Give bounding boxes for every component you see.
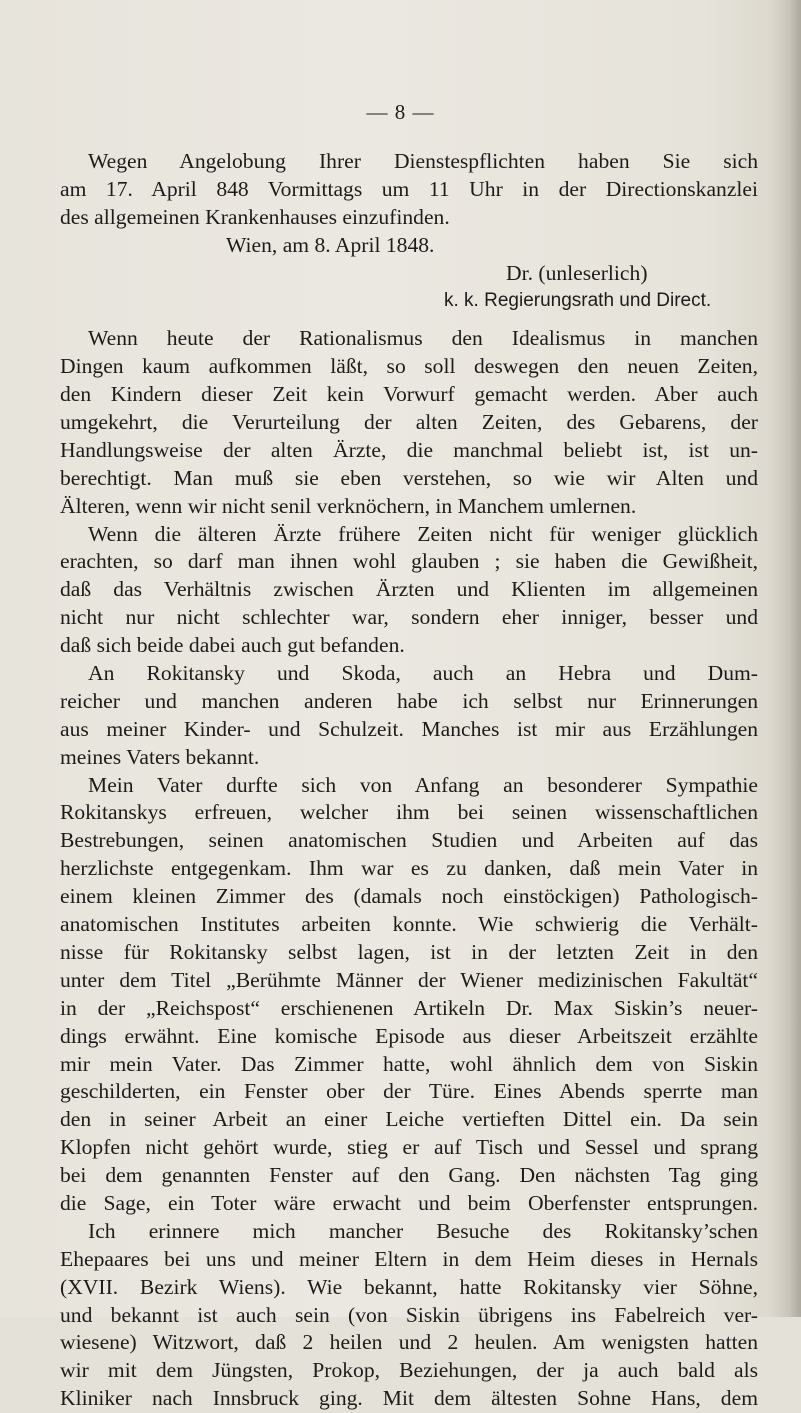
body-line: Älteren, wenn wir nicht senil verknöchern, in Manchem umlernen.: [60, 493, 637, 518]
body-line: Klopfen nicht gehört wurde, stieg er auf Tisch und Sessel und sprang: [60, 1135, 758, 1160]
body-line: Bestrebungen, seinen anatomischen Studien und Arbeiten auf das: [60, 828, 758, 853]
body-line: dings erwähnt. Eine komische Episode aus dieser Arbeitszeit erzählte: [60, 1023, 758, 1048]
letter-line-1: Wegen Angelobung Ihrer Dienstespflichten haben Sie sich: [88, 149, 758, 173]
body-line: Mein Vater durfte sich von Anfang an besonderer Sympathie: [88, 772, 758, 797]
letter-line-2: am 17. April 848 Vormittags um 11 Uhr in der Directionskanzlei: [60, 176, 758, 201]
body-line: den in seiner Arbeit an einer Leiche vertieften Dittel ein. Da sein: [60, 1107, 758, 1132]
body-line: Dingen kaum aufkommen läßt, so soll deswegen den neuen Zeiten,: [60, 354, 758, 379]
paragraph-gap: [60, 315, 758, 325]
body-line: reicher und manchen anderen habe ich selbst nur Erinnerungen: [60, 688, 758, 713]
letter-date: Wien, am 8. April 1848.: [226, 232, 435, 257]
letter-signature: Dr. (unleserlich): [506, 260, 648, 285]
body-line: anatomischen Institutes arbeiten konnte. Wie schwierig die Verhält-: [60, 912, 758, 937]
body-line: den Kindern dieser Zeit kein Vorwurf gemacht werden. Aber auch: [60, 382, 758, 407]
page-edge-shadow: [771, 0, 801, 1317]
body-line: nicht nur nicht schlechter war, sondern eher inniger, besser und: [60, 605, 758, 630]
page-number: — 8 —: [366, 100, 435, 124]
body-line: Ehepaares bei uns und meiner Eltern in dem Heim dieses in Hernals: [60, 1246, 758, 1271]
body-line: Kliniker nach Innsbruck ging. Mit dem ältesten Sohne Hans, dem: [60, 1386, 758, 1411]
body-line: An Rokitansky und Skoda, auch an Hebra und Dum-: [88, 661, 758, 686]
body-line: einem kleinen Zimmer des (damals noch einstöckigen) Pathologisch-: [60, 884, 758, 909]
body-line: und bekannt ist auch sein (von Siskin übrigens ins Fabelreich ver-: [60, 1302, 758, 1327]
body-line: berechtigt. Man muß sie eben verstehen, so wie wir Alten und: [60, 465, 758, 490]
text-block: [60, 148, 758, 1413]
body-line: erachten, so darf man ihnen wohl glauben ; sie haben die Gewißheit,: [60, 549, 758, 574]
body-line: Rokitanskys erfreuen, welcher ihm bei seinen wissenschaftlichen: [60, 800, 758, 825]
body-line: (XVII. Bezirk Wiens). Wie bekannt, hatte Rokitansky vier Söhne,: [60, 1274, 758, 1299]
letter-signatory-title: k. k. Regierungsrath und Direct.: [444, 290, 712, 312]
body-line: unter dem Titel „Berühmte Männer der Wiener medizinischen Fakultät“: [60, 967, 758, 992]
body-line: daß sich beide dabei auch gut befanden.: [60, 633, 405, 658]
body-line: umgekehrt, die Verurteilung der alten Zeiten, des Gebarens, der: [60, 410, 758, 435]
body-line: wiesene) Witzwort, daß 2 heilen und 2 heulen. Am wenigsten hatten: [60, 1330, 758, 1355]
body-line: in der „Reichspost“ erschienenen Artikeln Dr. Max Siskin’s neuer-: [60, 995, 758, 1020]
body-line: daß das Verhältnis zwischen Ärzten und Klienten im allgemeinen: [60, 577, 758, 602]
body-line: Wenn die älteren Ärzte frühere Zeiten nicht für weniger glücklich: [88, 521, 758, 546]
body-line: nisse für Rokitansky selbst lagen, ist in der letzten Zeit in den: [60, 939, 758, 964]
body-line: herzlichste entgegenkam. Ihm war es zu danken, daß mein Vater in: [60, 856, 758, 881]
body-line: geschilderten, ein Fenster ober der Türe. Eines Abends sperrte man: [60, 1079, 758, 1104]
body-line: wir mit dem Jüngsten, Prokop, Beziehungen, der ja auch bald als: [60, 1358, 758, 1383]
body-line: Wenn heute der Rationalismus den Idealismus in manchen: [88, 326, 758, 351]
body-line: Ich erinnere mich mancher Besuche des Rokitansky’schen: [88, 1218, 758, 1243]
body-line: die Sage, ein Toter wäre erwacht und beim Oberfenster entsprungen.: [60, 1190, 758, 1215]
body-line: mir mein Vater. Das Zimmer hatte, wohl ähnlich dem von Siskin: [60, 1051, 758, 1076]
body-line: Handlungsweise der alten Ärzte, die manchmal beliebt ist, ist un-: [60, 437, 758, 462]
body-line: bei dem genannten Fenster auf den Gang. Den nächsten Tag ging: [60, 1163, 758, 1188]
body-line: aus meiner Kinder- und Schulzeit. Manches ist mir aus Erzählungen: [60, 716, 758, 741]
letter-line-3: des allgemeinen Krankenhauses einzufinden.: [60, 204, 450, 229]
body-line: meines Vaters bekannt.: [60, 744, 260, 769]
